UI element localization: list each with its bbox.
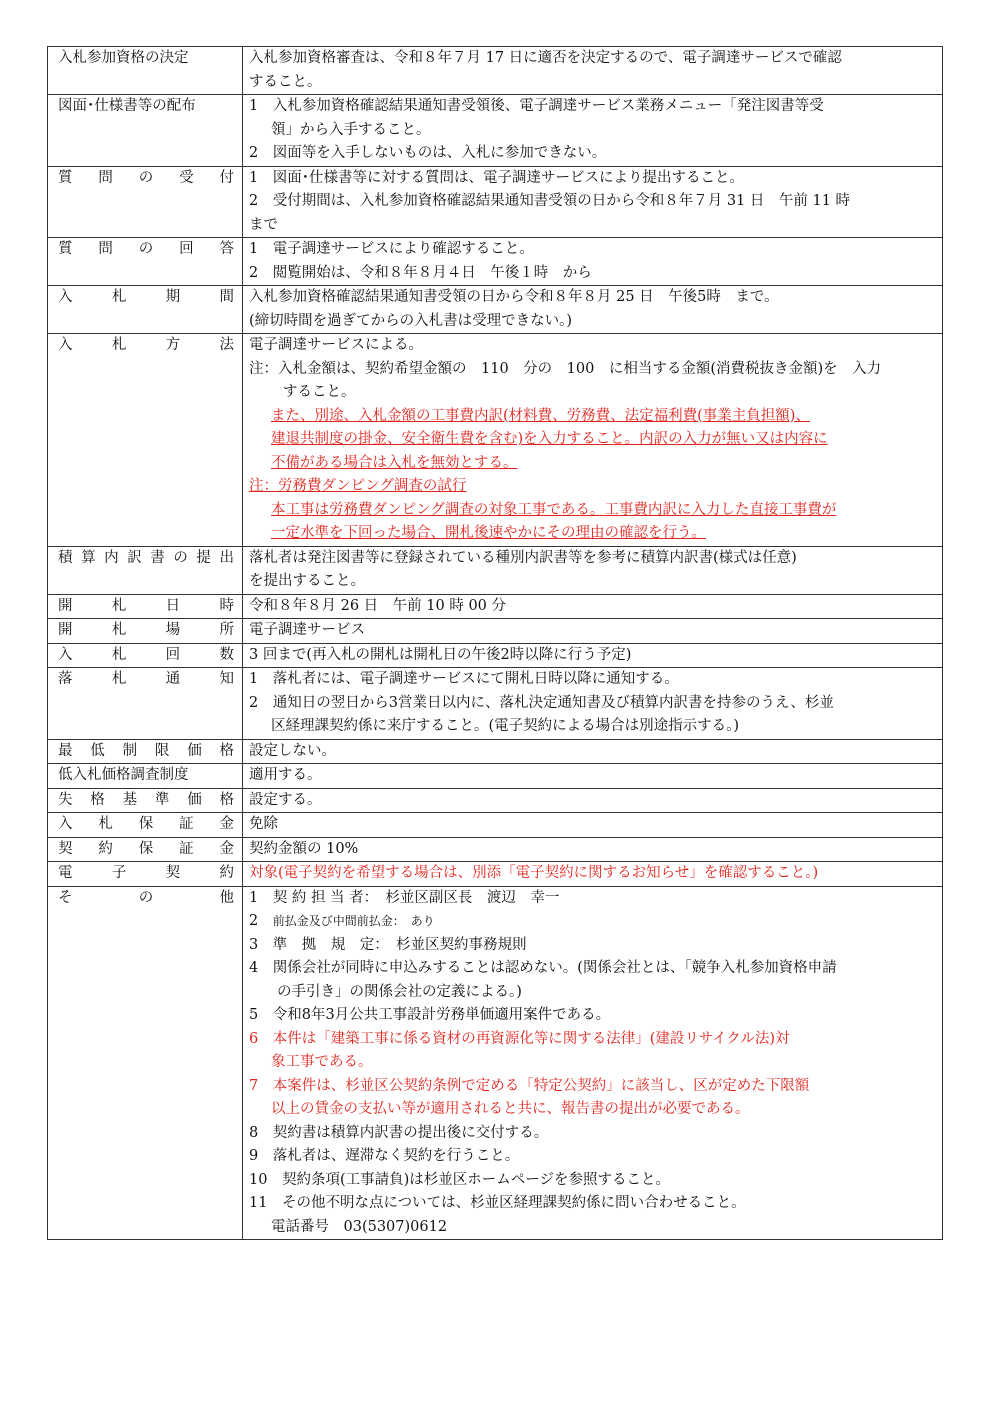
spaced-label: 質 問 の 回 答 (58, 241, 234, 257)
table-row (48, 813, 943, 838)
row-label (48, 862, 243, 887)
row-value: 契約金額の 10% (243, 837, 943, 862)
table-row (48, 238, 943, 286)
row-value: 設定する。 (243, 788, 943, 813)
row-label (48, 788, 243, 813)
spaced-label: 開 札 日 時 (58, 597, 234, 614)
row-label (48, 886, 243, 1240)
row-value: 電子調達サービスによる。 注：入札金額は、契約希望金額の 110 分の 100 に相当する金額(消費税抜き金額)を 入力 すること。 また、別途、入札金額の工事費内訳(材料費、労務費、法定福利費(事業主負担額)、 建退共制度の掛金、安全衛生費を含む)を入力すること。内訳の入力が無い又は内容に 不備がある場合は入札を無効とする。 注：労務費ダンピング調査の試行 本工事は労務費ダンピング調査の対象工事である。工事費内訳に入力した直接工事費が 一定水準を下回った場合、開札後速やかにその理由の確認を行う。 (243, 334, 943, 547)
spaced-label: 失 格 基 準 価 格 (58, 791, 234, 808)
spaced-label: 契 約 保 証 金 (58, 840, 234, 857)
spaced-label: 最 低 制 限 価 格 (58, 742, 234, 759)
row-label (48, 619, 243, 644)
table-row (48, 886, 943, 1240)
row-label (48, 643, 243, 668)
row-value: 1 契 約 担 当 者： 杉並区副区長 渡辺 幸一 2 前払金及び中間前払金： あり 3 準 拠 規 定： 杉並区契約事務規則 4 関係会社が同時に申込みすることは認めない。(関係会社とは、「競争入札参加資格申請 の手引き」の関係会社の定義による。) 5 令和8年3月公共工事設計労務単価適用案件である。 6 本件は「建築工事に係る資材の再資源化等に関する法律」(建設リサイクル法)対 象工事である。 7 本案件は、杉並区公契約条例で定める「特定公契約」に該当し、区が定めた下限額 以上の賃金の支払い等が適用されると共に、報告書の提出が必要である。 8 契約書は積算内訳書の提出後に交付する。 9 落札者は、遅滞なく契約を行うこと。 10 契約条項(工事請負)は杉並区ホームページを参照すること。 11 その他不明な点については、杉並区経理課契約係に問い合わせること。 電話番号 03(5307)0612 (243, 886, 943, 1240)
row-value: 令和８年８月 26 日 午前 10 時 00 分 (243, 594, 943, 619)
row-label (48, 238, 243, 286)
table-row (48, 47, 943, 95)
table-row (48, 862, 943, 887)
table-row (48, 95, 943, 167)
row-value: 免除 (243, 813, 943, 838)
row-label: 低入札価格調査制度 (48, 764, 243, 789)
table-row (48, 546, 943, 594)
spaced-label: 電 子 契 約 (58, 865, 234, 881)
row-label (48, 286, 243, 334)
table-row (48, 764, 943, 789)
row-label (48, 668, 243, 740)
tender-notice-table (47, 46, 943, 1240)
row-value: 適用する。 (243, 764, 943, 789)
table-row (48, 739, 943, 764)
row-value: 1 落札者には、電子調達サービスにて開札日時以降に通知する。 2 通知日の翌日から3営業日以内に、落札決定通知書及び積算内訳書を持参のうえ、杉並 区経理課契約係に来庁すること。(電子契約による場合は別途指示する。) (243, 668, 943, 740)
row-value: 入札参加資格確認結果通知書受領の日から令和８年８月 25 日 午後5時 まで。 (締切時間を過ぎてからの入札書は受理できない。) (243, 286, 943, 334)
row-value: 3 回まで(再入札の開札は開札日の午後2時以降に行う予定) (243, 643, 943, 668)
table-row (48, 594, 943, 619)
row-label (48, 594, 243, 619)
spaced-label: そ の 他 (58, 889, 234, 906)
spaced-label: 入 札 保 証 金 (58, 816, 234, 832)
row-label: 入札参加資格の決定 (48, 47, 243, 95)
spaced-label: 落 札 通 知 (58, 671, 234, 687)
row-label (48, 739, 243, 764)
spaced-label: 入 札 期 間 (58, 289, 234, 305)
row-label (48, 546, 243, 594)
row-value: 対象(電子契約を希望する場合は、別添「電子契約に関するお知らせ」を確認すること。) (243, 862, 943, 887)
table-row (48, 788, 943, 813)
spaced-label: 開 札 場 所 (58, 622, 234, 638)
row-value: 電子調達サービス (243, 619, 943, 644)
spaced-label: 積 算 内 訳 書 の 提 出 (58, 549, 234, 566)
row-label (48, 837, 243, 862)
row-label (48, 813, 243, 838)
row-value: 落札者は発注図書等に登録されている種別内訳書等を参考に積算内訳書(様式は任意) を提出すること。 (243, 546, 943, 594)
spaced-label: 入 札 方 法 (58, 337, 234, 353)
table-row (48, 166, 943, 238)
row-value: 入札参加資格審査は、令和８年７月 17 日に適否を決定するので、電子調達サービスで確認 すること。 (243, 47, 943, 95)
row-value: 1 入札参加資格確認結果通知書受領後、電子調達サービス業務メニュー「発注図書等受 領」から入手すること。 2 図面等を入手しないものは、入札に参加できない。 (243, 95, 943, 167)
row-value: 1 電子調達サービスにより確認すること。 2 閲覧開始は、令和８年８月４日 午後１時 から (243, 238, 943, 286)
table-row (48, 668, 943, 740)
table-row (48, 334, 943, 547)
row-label: 図面･仕様書等の配布 (48, 95, 243, 167)
spaced-label: 入 札 回 数 (58, 646, 234, 663)
row-value: 1 図面･仕様書等に対する質問は、電子調達サービスにより提出すること。 2 受付期間は、入札参加資格確認結果通知書受領の日から令和８年７月 31 日 午前 11 時 まで (243, 166, 943, 238)
row-label (48, 334, 243, 547)
table-row (48, 643, 943, 668)
table-row (48, 837, 943, 862)
row-label (48, 166, 243, 238)
spaced-label: 質 問 の 受 付 (58, 169, 234, 186)
row-value: 設定しない。 (243, 739, 943, 764)
table-row (48, 619, 943, 644)
table-row (48, 286, 943, 334)
